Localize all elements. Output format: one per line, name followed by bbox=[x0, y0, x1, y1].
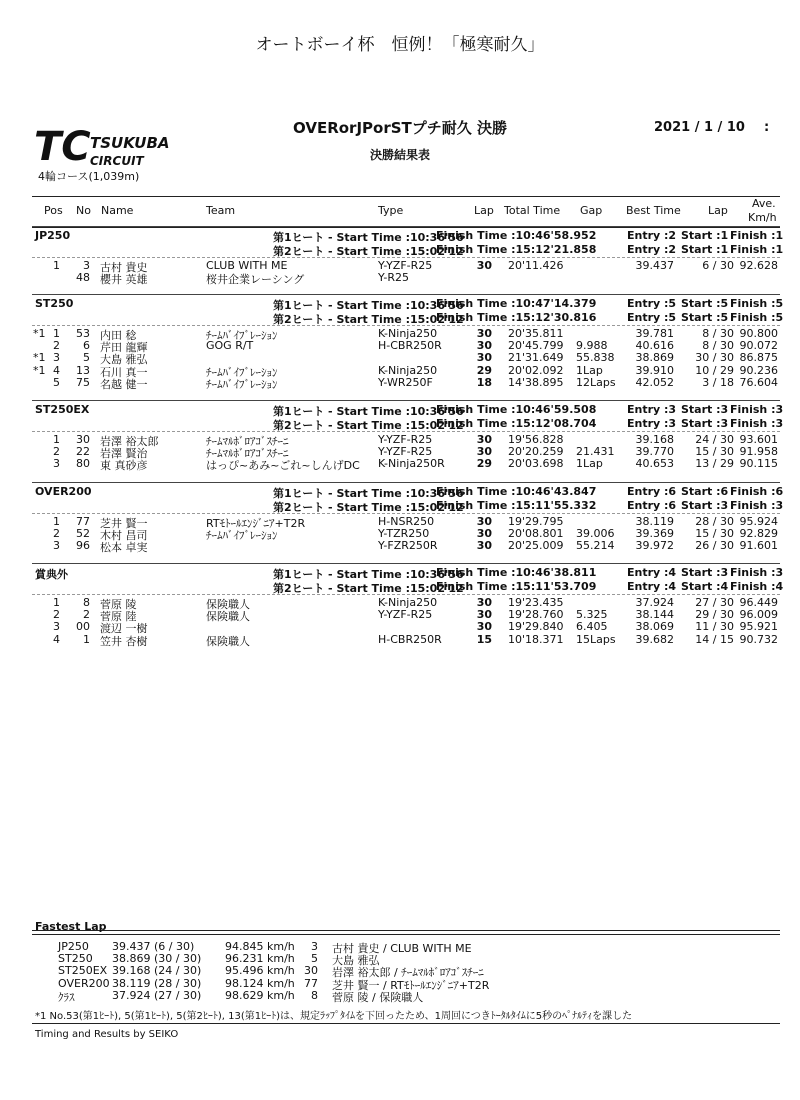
heat1-entry: Entry :5 bbox=[627, 297, 677, 310]
result-best-lap: 10 / 29 bbox=[695, 363, 734, 377]
result-best-lap: 8 / 30 bbox=[702, 339, 734, 353]
result-total-time: 19'23.435 bbox=[508, 596, 564, 609]
result-gap: 1Lap bbox=[576, 457, 603, 471]
result-no: 77 bbox=[76, 515, 90, 528]
class-rows-rule bbox=[32, 594, 780, 595]
fastest-lap-title: Fastest Lap bbox=[35, 920, 107, 933]
fastest-class: ST250EX bbox=[58, 964, 108, 978]
class-top-rule bbox=[32, 482, 780, 483]
heat1-start: 第1ヒート - Start Time :10:36'56 bbox=[273, 299, 464, 312]
result-best-lap: 27 / 30 bbox=[695, 596, 734, 609]
fastest-rider: 古村 貴史 / CLUB WITH ME bbox=[332, 942, 472, 955]
result-gap: 12Laps bbox=[576, 375, 616, 389]
header-bottom-rule bbox=[32, 227, 780, 228]
heat1-start-count: Start :1 bbox=[681, 229, 729, 242]
result-type: Y-FZR250R bbox=[378, 539, 438, 553]
class-top-rule bbox=[32, 226, 780, 227]
heat2-finish-count: Finish :3 bbox=[730, 417, 784, 430]
result-no: 5 bbox=[83, 351, 90, 365]
fastest-no: 8 bbox=[311, 988, 318, 1002]
result-best-lap: 26 / 30 bbox=[695, 539, 734, 553]
result-ave-speed: 96.449 bbox=[739, 596, 778, 609]
penalty-note: *1 No.53(第1ﾋｰﾄ), 5(第1ﾋｰﾄ), 5(第2ﾋｰﾄ), 13(第1ﾋｰﾄ)は、規定ﾗｯﾌﾟﾀｲﾑを下回ったため、1周回につきﾄｰﾀﾙﾀｲﾑに5秒のﾍﾟﾅﾙﾃｨを課した bbox=[35, 1011, 633, 1022]
result-no: 30 bbox=[76, 433, 90, 446]
result-ave-speed: 90.236 bbox=[739, 363, 778, 377]
fastest-rider: 芝井 賢一 / RTﾓﾄｰﾙｴﾝｼﾞﾆｱ+T2R bbox=[332, 978, 490, 992]
result-best-lap: 11 / 30 bbox=[695, 620, 734, 634]
heat1-finish: Finish Time :10:46'58.952 bbox=[436, 229, 597, 242]
result-total-time: 19'56.828 bbox=[508, 433, 564, 446]
result-total-time: 14'38.895 bbox=[508, 375, 564, 389]
result-best-time: 39.437 bbox=[635, 259, 674, 272]
result-no: 13 bbox=[76, 363, 90, 377]
fastest-speed: 96.231 km/h bbox=[225, 952, 295, 966]
result-gap: 21.431 bbox=[576, 445, 615, 459]
fastest-class: OVER200 bbox=[58, 976, 110, 990]
result-no: 22 bbox=[76, 445, 90, 459]
result-best-time: 40.653 bbox=[635, 457, 674, 471]
heat1-finish-count: Finish :3 bbox=[730, 566, 784, 579]
result-ave-speed: 93.601 bbox=[739, 433, 778, 446]
result-best-lap: 3 / 18 bbox=[702, 375, 734, 389]
col-type: Type bbox=[378, 204, 404, 217]
result-team: 保険職人 bbox=[206, 634, 250, 648]
result-ave-speed: 90.800 bbox=[739, 327, 778, 340]
result-team: ﾁｰﾑﾊﾞｲﾌﾞﾚｰｼｮﾝ bbox=[206, 365, 278, 379]
result-type: K-Ninja250 bbox=[378, 596, 438, 609]
result-best-time: 39.781 bbox=[635, 327, 674, 340]
heat2-entry: Entry :5 bbox=[627, 311, 677, 324]
result-total-time: 21'31.649 bbox=[508, 351, 564, 365]
heat2-start-count: Start :5 bbox=[681, 311, 729, 324]
result-type: Y-YZF-R25 bbox=[378, 433, 433, 446]
page-top-title: オートボーイ杯 恒例！「極寒耐久」 bbox=[255, 35, 545, 55]
result-type: Y-WR250F bbox=[378, 375, 433, 389]
result-name: 岩澤 賢治 bbox=[100, 447, 148, 461]
result-type: K-Ninja250 bbox=[378, 327, 438, 340]
result-best-time: 39.682 bbox=[635, 632, 674, 646]
result-total-time: 20'03.698 bbox=[508, 457, 564, 471]
result-no: 6 bbox=[83, 339, 90, 353]
result-name: 石川 真一 bbox=[100, 365, 148, 379]
class-name: 賞典外 bbox=[35, 568, 68, 581]
result-laps: 30 bbox=[476, 259, 492, 272]
time-colon: : bbox=[764, 120, 770, 135]
fastest-lap-bottom-rule bbox=[32, 1023, 780, 1024]
result-type: Y-YZF-R25 bbox=[378, 608, 433, 622]
result-best-time: 42.052 bbox=[635, 375, 674, 389]
result-pos: 3 bbox=[53, 457, 60, 471]
result-gap: 15Laps bbox=[576, 632, 616, 646]
result-ave-speed: 96.009 bbox=[739, 608, 778, 622]
result-team: RTﾓﾄｰﾙｴﾝｼﾞﾆｱ+T2R bbox=[206, 517, 306, 530]
fastest-speed: 94.845 km/h bbox=[225, 940, 295, 953]
logo-line2: CIRCUIT bbox=[90, 154, 144, 168]
result-pos: 1 bbox=[53, 515, 60, 528]
result-no: 48 bbox=[76, 271, 90, 285]
class-top-rule bbox=[32, 400, 780, 401]
result-team: ﾁｰﾑﾊﾞｲﾌﾞﾚｰｼｮﾝ bbox=[206, 529, 278, 543]
result-no: 2 bbox=[83, 608, 90, 622]
col-best-lap: Lap bbox=[708, 204, 728, 217]
result-pos: 1 bbox=[53, 259, 60, 272]
fastest-no: 3 bbox=[311, 940, 318, 953]
result-pos: 4 bbox=[53, 363, 60, 377]
result-no: 80 bbox=[76, 457, 90, 471]
fastest-rider: 菅原 陵 / 保険職人 bbox=[332, 990, 424, 1004]
result-laps: 30 bbox=[476, 339, 492, 353]
col-no: No bbox=[76, 204, 91, 217]
heat2-start: 第2ヒート - Start Time :15:02'12 bbox=[273, 313, 464, 326]
heat1-entry: Entry :6 bbox=[627, 485, 677, 498]
result-total-time: 20'20.259 bbox=[508, 445, 564, 459]
fastest-class: ST250 bbox=[58, 952, 93, 966]
heat1-finish: Finish Time :10:46'59.508 bbox=[436, 403, 597, 416]
result-type: H-CBR250R bbox=[378, 632, 442, 646]
result-ave-speed: 91.601 bbox=[739, 539, 778, 553]
class-top-rule bbox=[32, 563, 780, 564]
subtitle: 決勝結果表 bbox=[369, 148, 430, 162]
result-laps: 30 bbox=[476, 608, 492, 622]
result-gap: 6.405 bbox=[576, 620, 608, 634]
heat1-finish: Finish Time :10:47'14.379 bbox=[436, 297, 597, 310]
result-type: Y-YZF-R25 bbox=[378, 445, 433, 459]
result-type: K-Ninja250R bbox=[378, 457, 445, 471]
result-total-time: 19'29.840 bbox=[508, 620, 564, 634]
result-total-time: 10'18.371 bbox=[508, 632, 564, 646]
result-total-time: 20'25.009 bbox=[508, 539, 564, 553]
result-laps: 30 bbox=[476, 433, 492, 446]
fastest-speed: 98.629 km/h bbox=[225, 988, 295, 1002]
event-date: 2021 / 1 / 10 bbox=[654, 120, 745, 135]
result-type: Y-YZF-R25 bbox=[378, 259, 433, 272]
heat1-start: 第1ヒート - Start Time :10:36'56 bbox=[273, 405, 464, 418]
col-ave: Ave. bbox=[752, 197, 776, 210]
heat1-finish-count: Finish :5 bbox=[730, 297, 784, 310]
heat2-start: 第2ヒート - Start Time :15:02'12 bbox=[273, 245, 464, 258]
result-name: 菅原 陸 bbox=[100, 610, 137, 624]
result-total-time: 20'08.801 bbox=[508, 527, 564, 541]
class-name: JP250 bbox=[35, 229, 71, 242]
result-ave-speed: 90.732 bbox=[739, 632, 778, 646]
heat1-finish: Finish Time :10:46'38.811 bbox=[436, 566, 597, 579]
result-total-time: 20'11.426 bbox=[508, 259, 564, 272]
result-best-time: 38.119 bbox=[635, 515, 674, 528]
result-best-lap: 14 / 15 bbox=[695, 632, 734, 646]
heat2-start-count: Start :4 bbox=[681, 580, 729, 593]
fastest-no: 77 bbox=[304, 976, 318, 990]
result-laps: 30 bbox=[476, 351, 492, 365]
result-laps: 30 bbox=[476, 539, 492, 553]
heat1-finish-count: Finish :1 bbox=[730, 229, 784, 242]
result-no: 96 bbox=[76, 539, 90, 553]
timing-credit: Timing and Results by SEIKO bbox=[35, 1029, 179, 1040]
result-name: 名越 健一 bbox=[100, 377, 148, 391]
heat2-start-count: Start :3 bbox=[681, 417, 729, 430]
heat2-entry: Entry :4 bbox=[627, 580, 677, 593]
result-ave-speed: 92.829 bbox=[739, 527, 778, 541]
result-ave-speed: 90.072 bbox=[739, 339, 778, 353]
result-pos: 2 bbox=[53, 445, 60, 459]
heat1-start: 第1ヒート - Start Time :10:36'56 bbox=[273, 568, 464, 581]
result-name: 岩澤 裕太郎 bbox=[100, 435, 159, 448]
result-type: Y-TZR250 bbox=[378, 527, 430, 541]
result-best-time: 37.924 bbox=[635, 596, 674, 609]
heat1-entry: Entry :3 bbox=[627, 403, 677, 416]
result-pos: 2 bbox=[53, 339, 60, 353]
result-best-time: 40.616 bbox=[635, 339, 674, 353]
result-type: Y-R25 bbox=[378, 271, 410, 285]
result-laps: 30 bbox=[476, 515, 492, 528]
result-pos: 2 bbox=[53, 608, 60, 622]
result-pos: 1 bbox=[53, 433, 60, 446]
result-best-lap: 6 / 30 bbox=[702, 259, 734, 272]
result-ave-speed: 91.958 bbox=[739, 445, 778, 459]
result-name: 内田 稔 bbox=[100, 329, 137, 342]
class-name: ST250EX bbox=[35, 403, 90, 416]
result-ave-speed: 95.921 bbox=[739, 620, 778, 634]
heat1-start-count: Start :3 bbox=[681, 566, 729, 579]
heat1-start: 第1ヒート - Start Time :10:36'56 bbox=[273, 487, 464, 500]
result-best-time: 38.869 bbox=[635, 351, 674, 365]
event-title: OVERorJPorSTプチ耐久 決勝 bbox=[293, 119, 507, 137]
heat2-start: 第2ヒート - Start Time :15:02'12 bbox=[273, 582, 464, 595]
heat2-start: 第2ヒート - Start Time :15:02'12 bbox=[273, 501, 464, 514]
heat2-entry: Entry :2 bbox=[627, 243, 677, 256]
class-rows-rule bbox=[32, 431, 780, 432]
fastest-speed: 98.124 km/h bbox=[225, 976, 295, 990]
heat2-entry: Entry :6 bbox=[627, 499, 677, 512]
col-name: Name bbox=[101, 204, 134, 217]
class-top-rule bbox=[32, 294, 780, 295]
result-best-time: 39.972 bbox=[635, 539, 674, 553]
result-gap: 55.838 bbox=[576, 351, 615, 365]
fastest-time: 37.924 (27 / 30) bbox=[112, 988, 202, 1002]
result-no: 3 bbox=[83, 259, 90, 272]
result-name: 松本 卓実 bbox=[100, 541, 148, 555]
course-label: 4輪コース(1,039m) bbox=[38, 170, 140, 183]
result-team: ﾁｰﾑﾏﾙﾎﾞﾛｱｺﾞｽﾁｰﾆ bbox=[206, 447, 289, 461]
class-rows-rule bbox=[32, 513, 780, 514]
result-name: 櫻井 英雄 bbox=[100, 273, 148, 287]
heat2-entry: Entry :3 bbox=[627, 417, 677, 430]
heat2-finish: Finish Time :15:11'53.709 bbox=[436, 580, 597, 593]
logo-line1: TSUKUBA bbox=[90, 134, 170, 152]
penalty-mark: *1 bbox=[33, 327, 46, 340]
fastest-class: JP250 bbox=[58, 940, 89, 953]
result-best-lap: 28 / 30 bbox=[695, 515, 734, 528]
result-total-time: 19'29.795 bbox=[508, 515, 564, 528]
result-name: 大島 雅弘 bbox=[100, 353, 148, 367]
heat1-start: 第1ヒート - Start Time :10:36'56 bbox=[273, 231, 464, 244]
result-best-time: 39.910 bbox=[635, 363, 674, 377]
result-laps: 29 bbox=[476, 457, 492, 471]
fastest-time: 38.869 (30 / 30) bbox=[112, 952, 202, 966]
result-pos: 2 bbox=[53, 527, 60, 541]
result-best-lap: 15 / 30 bbox=[695, 527, 734, 541]
col-best: Best Time bbox=[626, 204, 681, 217]
fastest-no: 5 bbox=[311, 952, 318, 966]
class-rows-rule bbox=[32, 325, 780, 326]
heat1-start-count: Start :5 bbox=[681, 297, 729, 310]
result-best-lap: 29 / 30 bbox=[695, 608, 734, 622]
result-name: 芹田 龍輝 bbox=[100, 341, 148, 355]
fastest-time: 39.437 (6 / 30) bbox=[112, 940, 195, 953]
result-pos: 3 bbox=[53, 351, 60, 365]
result-best-time: 39.168 bbox=[635, 433, 674, 446]
result-laps: 30 bbox=[476, 527, 492, 541]
class-name: ST250 bbox=[35, 297, 74, 310]
heat2-finish: Finish Time :15:12'08.704 bbox=[436, 417, 597, 430]
heat2-finish: Finish Time :15:11'55.332 bbox=[436, 499, 597, 512]
heat1-start-count: Start :6 bbox=[681, 485, 729, 498]
result-team: 桜井企業レーシング bbox=[206, 273, 305, 287]
result-no: 00 bbox=[76, 620, 90, 634]
result-ave-speed: 76.604 bbox=[739, 375, 778, 389]
result-name: 渡辺 一樹 bbox=[100, 622, 148, 636]
fastest-speed: 95.496 km/h bbox=[225, 964, 295, 978]
heat2-start-count: Start :1 bbox=[681, 243, 729, 256]
result-laps: 18 bbox=[476, 375, 492, 389]
heat2-finish-count: Finish :5 bbox=[730, 311, 784, 324]
result-laps: 29 bbox=[476, 363, 492, 377]
result-gap: 1Lap bbox=[576, 363, 603, 377]
heat2-start-count: Start :3 bbox=[681, 499, 729, 512]
result-pos: 3 bbox=[53, 539, 60, 553]
result-team: 保険職人 bbox=[206, 610, 250, 624]
logo-mark: TC bbox=[34, 124, 91, 170]
penalty-mark: *1 bbox=[33, 351, 46, 365]
result-type: K-Ninja250 bbox=[378, 363, 438, 377]
fastest-time: 38.119 (28 / 30) bbox=[112, 976, 202, 990]
result-pos: 3 bbox=[53, 620, 60, 634]
fastest-lap-mid-rule bbox=[32, 934, 780, 935]
result-no: 52 bbox=[76, 527, 90, 541]
result-team: はっぴ~あみ~ごれ~しんげDC bbox=[206, 459, 360, 473]
result-best-lap: 24 / 30 bbox=[695, 433, 734, 446]
header-top-rule bbox=[32, 196, 780, 197]
result-gap: 55.214 bbox=[576, 539, 615, 553]
result-best-time: 38.144 bbox=[635, 608, 674, 622]
heat2-finish: Finish Time :15:12'30.816 bbox=[436, 311, 597, 324]
result-name: 笠井 杏樹 bbox=[100, 634, 148, 648]
result-name: 東 真砂彦 bbox=[100, 459, 148, 473]
result-laps: 30 bbox=[476, 445, 492, 459]
fastest-lap-top-rule bbox=[32, 930, 780, 931]
fastest-rider: 大島 雅弘 bbox=[332, 954, 380, 968]
heat2-finish-count: Finish :4 bbox=[730, 580, 784, 593]
result-team: ﾁｰﾑﾊﾞｲﾌﾞﾚｰｼｮﾝ bbox=[206, 329, 278, 342]
result-laps: 30 bbox=[476, 596, 492, 609]
result-team: 保険職人 bbox=[206, 598, 250, 611]
result-total-time: 20'35.811 bbox=[508, 327, 564, 340]
result-no: 1 bbox=[83, 632, 90, 646]
result-gap: 39.006 bbox=[576, 527, 615, 541]
result-no: 75 bbox=[76, 375, 90, 389]
result-name: 菅原 陵 bbox=[100, 598, 137, 611]
result-total-time: 19'28.760 bbox=[508, 608, 564, 622]
heat2-finish-count: Finish :1 bbox=[730, 243, 784, 256]
result-best-lap: 30 / 30 bbox=[695, 351, 734, 365]
result-no: 53 bbox=[76, 327, 90, 340]
result-best-lap: 15 / 30 bbox=[695, 445, 734, 459]
class-name: OVER200 bbox=[35, 485, 92, 498]
result-pos: 1 bbox=[53, 596, 60, 609]
col-team: Team bbox=[206, 204, 236, 217]
result-pos: 1 bbox=[53, 327, 60, 340]
result-gap: 5.325 bbox=[576, 608, 608, 622]
heat2-finish: Finish Time :15:12'21.858 bbox=[436, 243, 597, 256]
col-total: Total Time bbox=[504, 204, 561, 217]
result-pos: 4 bbox=[53, 632, 60, 646]
result-ave-speed: 95.924 bbox=[739, 515, 778, 528]
heat1-entry: Entry :4 bbox=[627, 566, 677, 579]
heat1-finish: Finish Time :10:46'43.847 bbox=[436, 485, 597, 498]
result-type: H-CBR250R bbox=[378, 339, 442, 353]
result-name: 古村 貴史 bbox=[100, 261, 148, 274]
fastest-no: 30 bbox=[304, 964, 318, 978]
col-gap: Gap bbox=[580, 204, 603, 217]
heat2-start: 第2ヒート - Start Time :15:02'12 bbox=[273, 419, 464, 432]
result-team: ﾁｰﾑﾊﾞｲﾌﾞﾚｰｼｮﾝ bbox=[206, 377, 278, 391]
heat1-entry: Entry :2 bbox=[627, 229, 677, 242]
result-name: 芝井 賢一 bbox=[100, 517, 148, 530]
result-ave-speed: 92.628 bbox=[739, 259, 778, 272]
result-team: ﾁｰﾑﾏﾙﾎﾞﾛｱｺﾞｽﾁｰﾆ bbox=[206, 435, 289, 448]
class-rows-rule bbox=[32, 257, 780, 258]
result-name: 木村 昌司 bbox=[100, 529, 148, 543]
col-ave-unit: Km/h bbox=[748, 211, 777, 224]
result-no: 8 bbox=[83, 596, 90, 609]
fastest-time: 39.168 (24 / 30) bbox=[112, 964, 202, 978]
heat1-finish-count: Finish :3 bbox=[730, 403, 784, 416]
result-ave-speed: 90.115 bbox=[739, 457, 778, 471]
result-best-lap: 8 / 30 bbox=[702, 327, 734, 340]
fastest-class: ｸﾗｽ bbox=[58, 990, 75, 1004]
result-pos: 5 bbox=[53, 375, 60, 389]
fastest-rider: 岩澤 裕太郎 / ﾁｰﾑﾏﾙﾎﾞﾛｱｺﾞｽﾁｰﾆ bbox=[332, 966, 484, 980]
heat1-start-count: Start :3 bbox=[681, 403, 729, 416]
result-total-time: 20'45.799 bbox=[508, 339, 564, 353]
result-best-time: 38.069 bbox=[635, 620, 674, 634]
result-laps: 30 bbox=[476, 327, 492, 340]
penalty-mark: *1 bbox=[33, 363, 46, 377]
result-ave-speed: 86.875 bbox=[739, 351, 778, 365]
result-team: CLUB WITH ME bbox=[206, 259, 288, 272]
col-lap: Lap bbox=[474, 204, 494, 217]
result-laps: 15 bbox=[476, 632, 492, 646]
result-best-time: 39.369 bbox=[635, 527, 674, 541]
heat2-finish-count: Finish :3 bbox=[730, 499, 784, 512]
result-laps: 30 bbox=[476, 620, 492, 634]
result-type: H-NSR250 bbox=[378, 515, 435, 528]
result-total-time: 20'02.092 bbox=[508, 363, 564, 377]
result-best-time: 39.770 bbox=[635, 445, 674, 459]
result-best-lap: 13 / 29 bbox=[695, 457, 734, 471]
col-pos: Pos bbox=[44, 204, 63, 217]
heat1-finish-count: Finish :6 bbox=[730, 485, 784, 498]
result-team: GOG R/T bbox=[206, 339, 254, 353]
result-gap: 9.988 bbox=[576, 339, 608, 353]
